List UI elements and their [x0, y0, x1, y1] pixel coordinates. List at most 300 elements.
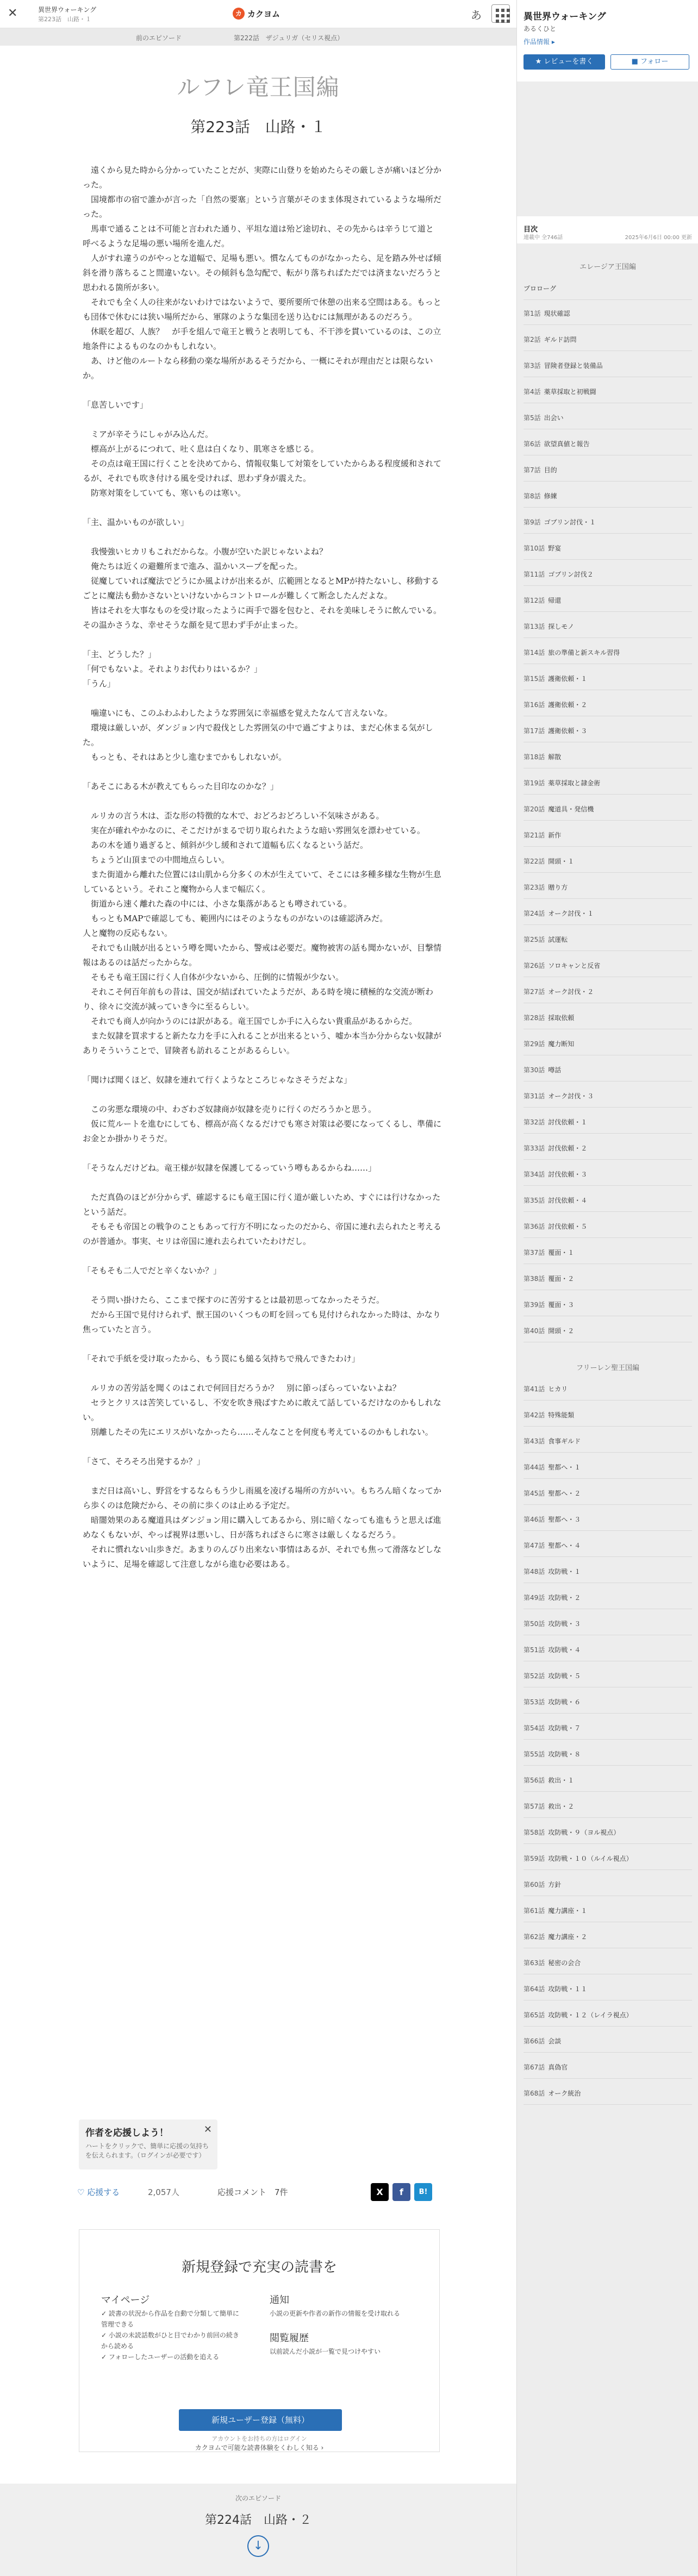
toc-episode-item[interactable] [524, 1952, 692, 1974]
toc-episode-number: 第42話 [524, 1411, 545, 1419]
action-bar [77, 2183, 440, 2203]
body-paragraph: まだ日は高いし、野営をするならもう少し雨風を凌げる場所の方がいい。もちろん暗くなってから歩くのは危険だから、その前に歩くのは止める予定だ。 [83, 1486, 442, 1510]
toc-episode-item[interactable] [524, 746, 692, 768]
toc-episode-item[interactable] [524, 850, 692, 873]
toc-episode-title: ソロキャンと反省 [548, 962, 601, 970]
work-info-link[interactable]: 作品情報 ▸ [524, 38, 555, 46]
toc-episode-number: 第60話 [524, 1881, 545, 1889]
toc-episode-number: 第31話 [524, 1092, 545, 1100]
notification-heading: 通知 [270, 2294, 289, 2306]
body-paragraph: 標高が上がるにつれて、吐く息は白くなり、肌寒さを感じる。 [83, 444, 319, 454]
toc-episode-item[interactable] [524, 1189, 692, 1212]
toc-episode-title: 会談 [548, 2037, 562, 2045]
body-paragraph: 従魔していれば魔法でどうにか風よけが出来るが、広範囲となるとMPが持たないし、移動するごとに魔法も動かさないといけないからコントロールが難しくて断念したんだよな。 [83, 576, 439, 601]
toc-episode-number: 第67話 [524, 2064, 545, 2071]
toc-episode-item[interactable] [524, 824, 692, 847]
toc-episode-item[interactable] [524, 1378, 692, 1400]
body-paragraph: 噛違いにも、このふわふわしたような雰囲気に幸福感を覚えたなんて言えないな。 [83, 708, 393, 718]
toc-episode-number: 第20話 [524, 805, 545, 813]
toc-episode-item[interactable] [524, 902, 692, 925]
toc-episode-title: 探しモノ [548, 623, 575, 630]
toc-episode-number: 第7話 [524, 466, 541, 474]
toc-episode-item[interactable] [524, 1743, 692, 1766]
toc-episode-item[interactable] [524, 302, 692, 325]
toc-episode-item[interactable] [524, 980, 692, 1003]
signup-heading: 新規登録で充実の読書を [181, 2259, 337, 2275]
toc-episode-title: オーク討伐・１ [548, 910, 594, 917]
toc-episode-title: 野宴 [548, 545, 562, 552]
toc-episode-title: 修練 [544, 492, 557, 500]
toc-episode-item[interactable] [524, 1059, 692, 1081]
toc-episode-title: 攻防戦・４ [548, 1646, 581, 1654]
toc-episode-title: 攻防戦・１２（レイラ視点） [548, 2011, 633, 2019]
close-icon[interactable]: ✕ [8, 7, 18, 20]
toc-episode-title: 魔力講座・２ [548, 1933, 588, 1941]
body-paragraph: それに慣れない山歩きだ。あまりのんびり出来ない事情はあるが、それでも焦って滑落などしないように、足場を確認して注意しながら進む必要はある。 [83, 1545, 442, 1569]
body-paragraph [83, 1469, 441, 1484]
toc-episode-item[interactable] [524, 876, 692, 899]
toc-episode-item[interactable] [524, 328, 692, 351]
toc-episode-number: 第11話 [524, 571, 545, 578]
toc-episode-number: 第46話 [524, 1516, 545, 1523]
toc-episode-title: ヒカリ [548, 1385, 568, 1393]
toc-episode-item[interactable] [524, 1111, 692, 1134]
toc-episode-title: 出会い [544, 414, 564, 422]
toc-episode-number: 第17話 [524, 727, 545, 735]
mypage-column [101, 2295, 240, 2362]
toc-episode-number: 第5話 [524, 414, 541, 422]
toc-section-heading: フリーレン聖王国編 [576, 1364, 639, 1372]
cheer-title: 作者を応援しよう！ [85, 2128, 169, 2139]
body-paragraph: 街道から速く離れた森の中には、小さな集落があるとも噂されている。 [83, 899, 352, 909]
toc-episode-number: 第2話 [524, 336, 541, 343]
body-paragraph: 俺たちは近くの避難所まで進み、温かいスープを配った。 [83, 561, 303, 571]
sidebar-work-title[interactable]: 異世界ウォーキング [524, 11, 606, 22]
body-paragraph: それでも山賊が出るという噂を聞いたから、警戒は必要だ。魔物被害の話も聞かないが、目撃情報はあるのは話だったからな。 [83, 943, 442, 967]
body-paragraph: 人がすれ違うのがやっとな道幅で、足場も悪い。慣なんてものがなかったら、足を踏み外せば傾斜を滑り落ちること間違いない。その傾斜も急勾配で、転がり落ちればただでは済まないだろうと思われる箇所が多い。 [83, 253, 441, 292]
toc-episode-item[interactable] [524, 1267, 692, 1290]
toc-episode-number: 第8話 [524, 492, 541, 500]
toc-episode-title: 護衛依頼・２ [548, 701, 588, 709]
toc-episode-number: 第41話 [524, 1385, 545, 1393]
body-paragraph: 我慢強いヒカリもこれだからな。小腹が空いた訳じゃないよね？ [83, 547, 328, 557]
toc-episode-title: 攻防戦・３ [548, 1620, 581, 1628]
mypage-heading: マイページ [101, 2294, 150, 2306]
close-icon[interactable]: ✕ [203, 2124, 212, 2135]
body-paragraph: 皆はそれを大事なものを受け取ったように両手で器を包むと、それを美味しそうに飲んでいる。その温かさうな、幸せそうな顔を見て思わず手が止まった。 [83, 605, 442, 630]
toc-meta: 連載中 全746話 [524, 235, 563, 241]
dialogue-line: 「そもそも二人でだと辛くないか？」 [83, 1266, 222, 1276]
kakuyomu-logo[interactable] [233, 8, 280, 20]
toc-episode-title: 攻防戦・２ [548, 1594, 581, 1602]
toc-episode-title: オーク統治 [548, 2090, 581, 2097]
toc-episode-item[interactable] [524, 1534, 692, 1557]
body-paragraph: 暗闇効果のある魔道具はダンジョン用に購入してあるから、別に暗くなっても進もうと思えば進めなくもないが、やっぱ視界は悪いし、日が落ちればさらに寒さは厳しくなるだろう。 [83, 1515, 441, 1540]
body-paragraph: ルリカの苦労話を聞くのはこれで何回目だろうか？ 別に節っぽらっていないよね？ [83, 1383, 401, 1393]
toc-episode-number: 第53話 [524, 1698, 545, 1706]
toc-episode-title: 攻防戦・１１ [548, 1985, 588, 1993]
arrow-down-icon[interactable]: ↓ [247, 2535, 269, 2557]
more-link[interactable]: カクヨムで可能な読書体験をくわしく知る › [195, 2444, 324, 2452]
login-link[interactable]: アカウントをお持ちの方はログイン [211, 2435, 307, 2442]
body-paragraph: そう問い掛けたら、ここまで探すのに苦労するとは最初思ってなかったそうだ。 [83, 1295, 385, 1305]
toc-episode-number: 第22話 [524, 858, 545, 865]
toc-episode-title: 特殊能類 [548, 1411, 575, 1419]
body-paragraph: 環境は厳しいが、ダンジョン内で殺伐とした雰囲気の中で過ごすよりは、まだ心休まる気がした。 [83, 723, 433, 747]
toc-episode-item[interactable] [524, 693, 692, 716]
logo-mark-icon: カ [233, 8, 245, 20]
toc-episode-number: 第38話 [524, 1275, 545, 1283]
body-paragraph: ただ真偽のほどが分からず、確認するにも竜王国に行く道が厳しいため、すぐには行けなかったという話だ。 [83, 1192, 441, 1217]
body-paragraph [83, 1146, 441, 1161]
toc-episode-item[interactable] [524, 1241, 692, 1264]
toc-episode-number: 第1話 [524, 310, 541, 317]
toc-episode-item[interactable] [524, 1665, 692, 1687]
toc-episode-number: 第40話 [524, 1327, 545, 1335]
toc-section-heading: エレージア王国編 [579, 263, 636, 271]
toc-episode-item[interactable] [524, 1821, 692, 1844]
toc-episode-number: 第68話 [524, 2090, 545, 2097]
toc-episode-item[interactable] [524, 1033, 692, 1055]
toc-episode-title: オーク討伐・３ [548, 1092, 594, 1100]
toc-episode-item[interactable] [524, 2030, 692, 2053]
toc-episode-item[interactable] [524, 380, 692, 403]
toc-episode-item[interactable] [524, 615, 692, 638]
body-paragraph [83, 1058, 441, 1073]
toc-episode-item[interactable] [524, 954, 692, 977]
body-paragraph: そもそも竜王国に行く人自体が少ないから、圧倒的に情報が少ない。 [83, 972, 344, 982]
toc-episode-number: 第28話 [524, 1014, 545, 1022]
body-paragraph: それこそ何百年前もの昔は、国交が結ばれていたようだが、ある時を境に積極的な交流が断わり、徐々に交流が減っていき今に至るらしい。 [83, 987, 434, 1011]
toc-episode-item[interactable] [524, 407, 692, 429]
toc-episode-item[interactable] [524, 563, 692, 586]
dialogue-line: 「さて、そろそろ出発するか？」 [83, 1456, 205, 1466]
toc-episode-title: 覆面・１ [548, 1249, 575, 1256]
body-paragraph: そもそも帝国との戦争のこともあって行方不明になったのだから、帝国に連れ去られたと考えるのが普通か。事実、セリは帝国に連れ去られていたわけだし。 [83, 1222, 441, 1246]
episode-title: 第223話 山路・１ [190, 118, 326, 136]
toc-episode-number: 第43話 [524, 1437, 545, 1445]
dialogue-line: 「うん」 [83, 679, 116, 689]
toc-episode-number: 第30話 [524, 1066, 545, 1074]
body-paragraph: あ、けど他のルートなら移動の楽な場所があるそうだから、一概にそれが理由だとは限らないか。 [83, 356, 433, 380]
toc-episode-title: 噂話 [548, 1066, 562, 1074]
body-paragraph: 防寒対策をしていても、寒いものは寒い。 [83, 488, 246, 498]
toc-episode-item[interactable] [524, 1795, 692, 1818]
toc-episode-number: 第50話 [524, 1620, 545, 1628]
like-button[interactable]: ♡ 応援する [77, 2187, 120, 2197]
toc-episode-title: 攻防戦・８ [548, 1750, 581, 1758]
body-paragraph [83, 1278, 441, 1293]
body-paragraph [83, 1440, 441, 1454]
toc-episode-number: 第52話 [524, 1672, 545, 1680]
mypage-item: ✓ 小説の未読話数がひと目でわかり前回の続きから読める [101, 2331, 239, 2350]
toc-episode-item[interactable] [524, 1430, 692, 1453]
toc-episode-number: 第26話 [524, 962, 545, 970]
dialogue-line: 「息苦しいです」 [83, 400, 148, 410]
toc-episode-item[interactable] [524, 1456, 692, 1479]
toc-episode-item[interactable] [524, 720, 692, 742]
dialogue-line: 「主、温かいものが欲しい」 [83, 517, 189, 527]
current-episode-link[interactable]: 第222話 ザジュリガ（セリス視点） [234, 34, 344, 42]
facebook-share-icon[interactable]: f [392, 2183, 410, 2201]
toc-episode-item[interactable] [524, 1691, 692, 1714]
toc-episode-item[interactable] [524, 459, 692, 482]
body-paragraph [83, 1366, 441, 1381]
toc-episode-number: 第10話 [524, 545, 545, 552]
body-paragraph: もっともMAPで確認しても、範囲内にはそのようなものがないのは確認済みだ。 [83, 914, 388, 923]
toc-episode-title: 欲望真値と報告 [544, 440, 590, 448]
toc-episode-item[interactable] [524, 1978, 692, 2000]
body-paragraph: 国境都市の宿で誰かが言った「自然の要塞」という言葉がそのまま体現されているような場所だった。 [83, 195, 442, 219]
body-paragraph [83, 412, 441, 427]
toc-episode-title: 現状確認 [544, 310, 570, 317]
toc-episode-item[interactable] [524, 537, 692, 560]
gear-icon[interactable]: あ [471, 9, 482, 22]
mypage-item: ✓ フォローしたユーザーの活動を追える [101, 2353, 220, 2361]
body-paragraph: その点は竜王国に行くことを決めてから、情報収集して対策をしていたからある程度緩和されてるが、それでも吹き付ける風を受ければ、思わず身が震えた。 [83, 459, 442, 483]
body-paragraph [83, 1337, 441, 1352]
toc-episode-item[interactable] [524, 1847, 692, 1870]
notification-column [270, 2295, 411, 2357]
toc-episode-title: 覆面・２ [548, 1275, 575, 1283]
toc-episode-title: 旅の準備と新スキル習得 [548, 649, 620, 656]
toc-episode-item[interactable] [524, 1404, 692, 1427]
body-paragraph [83, 383, 441, 398]
toc-episode-number: 第27話 [524, 988, 545, 996]
toc-episode-item[interactable] [524, 1925, 692, 1948]
toc-episode-item[interactable] [524, 589, 692, 612]
toc-episode-title: オーク討伐・２ [548, 988, 594, 996]
toc-episode-number: 第14話 [524, 649, 545, 656]
toc-episode-number: 第61話 [524, 1907, 545, 1915]
toc-episode-title: 目的 [544, 466, 557, 474]
cheer-text: ハートをクリックで、簡単に応援の気持ちを伝えられます。（ログインが必要です） [85, 2142, 209, 2159]
body-paragraph: ミアが辛そうにしゃがみ込んだ。 [83, 429, 214, 439]
notification-text: 小説の更新や作者の新作の情報を受け取れる [270, 2310, 401, 2317]
toc-episode-title: 聖都へ・２ [548, 1490, 581, 1497]
body-paragraph [83, 530, 441, 545]
grid-menu-icon[interactable] [491, 4, 510, 23]
sidebar-work-info [517, 0, 698, 82]
body-paragraph: また街道から離れた位置には山肌から分多くの木が生えていて、そこには多種多様な生物が生息しているという。それこと魔物から人まで幅広く。 [83, 870, 441, 894]
toc-episode-item[interactable] [524, 798, 692, 821]
toc-episode-title: 討伐依頼・５ [548, 1223, 588, 1230]
history-heading: 閲覧履歴 [270, 2333, 309, 2344]
dialogue-line: 「そうなんだけどね。竜王様が奴隷を保護してるっていう噂もあるからね……」 [83, 1163, 377, 1173]
register-button[interactable]: 新規ユーザー登録（無料） [179, 2409, 342, 2431]
toc-episode-number: 第65話 [524, 2011, 545, 2019]
toc-episode-number: 第64話 [524, 1985, 545, 1993]
toc-episode-title: 攻防戦・７ [548, 1724, 581, 1732]
follow-button[interactable]: ■ フォロー [610, 54, 689, 70]
toc-episode-item[interactable] [524, 1482, 692, 1505]
body-paragraph: ちょうど山頂までの中間地点らしい。 [83, 855, 230, 865]
toc-episode-item[interactable] [524, 772, 692, 795]
current-episode-label: 第223話 山路・１ [38, 16, 91, 23]
body-paragraph [83, 691, 441, 706]
toc-episode-item[interactable] [524, 485, 692, 508]
toc-episode-item[interactable] [524, 641, 692, 664]
toc-episode-item[interactable] [524, 2004, 692, 2027]
body-paragraph: 仮に荒ルートを進むにしても、標高が高くなるだけでも寒さ対策は必要になってくるし、準備にお金とか掛かりそうだ。 [83, 1119, 442, 1143]
toc-episode-item[interactable] [524, 1163, 692, 1186]
toc-episode-number: 第66話 [524, 2037, 545, 2045]
like-count[interactable]: 2,057人 [148, 2187, 179, 2197]
toc-episode-number: 第9話 [524, 518, 541, 526]
body-paragraph: 休眠を超び、人族？ が手を組んで竜王と戦うと表明しても、不干渉を貫いているのは、この立地条件によるものなのかもしれない。 [83, 327, 441, 351]
body-paragraph: あの木を通り過ぎると、傾斜が少し緩和されて道幅も広くなるという話だ。 [83, 840, 369, 850]
sidebar [516, 0, 698, 2576]
toc-episode-title: 攻防戦・１ [548, 1568, 581, 1575]
toc-episode-number: 第56話 [524, 1777, 545, 1784]
toc-episode-title: 攻防戦・９（ヨル視点） [548, 1829, 620, 1836]
toc-episode-title: 試運転 [548, 936, 568, 943]
toc-episode-title: 魔力断知 [548, 1040, 575, 1048]
toc-episode-title: 解散 [548, 753, 562, 761]
toc-episode-number: 第45話 [524, 1490, 545, 1497]
body-paragraph: また奴隷を買求すると新たな力を手に入れることが出来るという、嘘か本当か分からない奴隷がありそういうことで、冒険者も訪れることがあるらしい。 [83, 1031, 442, 1055]
toc-episode-number: 第18話 [524, 753, 545, 761]
toc-episode-title: 救出・２ [548, 1803, 575, 1810]
body-paragraph: 遠くから見た時から分かっていたことだが、実際に山登りを始めたらその厳しさが痛いほど分かった。 [83, 165, 442, 190]
body-paragraph [83, 633, 441, 647]
toc-episode-number: 第63話 [524, 1959, 545, 1967]
body-paragraph: セラとクリスは苦笑しているし、不安を吹き飛ばすために敢えて話しているだけなのかもしれない。 [83, 1398, 441, 1422]
toc-episode-title: ゴブリン討伐２ [548, 571, 594, 578]
toc-episode-item[interactable] [524, 433, 692, 455]
toc-episode-item[interactable] [524, 1586, 692, 1609]
toc-episode-title: 攻防戦・５ [548, 1672, 581, 1680]
toc-episode-number: 第51話 [524, 1646, 545, 1654]
toc-episode-number: 第25話 [524, 936, 545, 943]
toc-episode-item[interactable] [524, 1899, 692, 1922]
dialogue-line: 「あそこにある木が教えてもらった目印なのかな？」 [83, 781, 279, 791]
toc-episode-number: 第34話 [524, 1171, 545, 1178]
toc-episode-number: 第19話 [524, 779, 545, 787]
toc-episode-item[interactable] [524, 1717, 692, 1740]
toc-episode-title: 討伐依頼・１ [548, 1118, 588, 1126]
toc-episode-number: 第29話 [524, 1040, 545, 1048]
toc-episode-item[interactable] [524, 1215, 692, 1238]
toc-episode-item[interactable] [524, 1006, 692, 1029]
next-episode-section [0, 2484, 516, 2576]
toc-episode-title: 攻防戦・１０（ルイル視点） [548, 1855, 633, 1862]
body-paragraph [83, 501, 441, 515]
toc-episode-title: 開頭・２ [548, 1327, 575, 1335]
toc-episode-title: 薬草採取と隷金術 [548, 779, 601, 787]
toc-episode-title: 討伐依頼・２ [548, 1145, 588, 1152]
toc-episode-item[interactable] [524, 1508, 692, 1531]
toc-episode-item[interactable] [524, 354, 692, 377]
toc-episode-number: 第6話 [524, 440, 541, 448]
body-paragraph: 実在が確れやかなのに、そこだけがまるで切り取られたような暗い雰囲気を漂わせている。 [83, 826, 425, 835]
mypage-item: ✓ 読書の状況から作品を自動で分類して簡単に管理できる [101, 2310, 239, 2328]
toc-episode-title: 攻防戦・６ [548, 1698, 581, 1706]
toc-episode-title: 討伐依頼・４ [548, 1197, 588, 1204]
write-review-button[interactable]: ★ レビューを書く [524, 54, 605, 70]
sidebar-author[interactable]: あるくひと [524, 25, 557, 33]
hatena-share-icon[interactable]: B! [414, 2183, 432, 2201]
x-share-icon[interactable]: X [371, 2183, 389, 2201]
toc-episode-item[interactable] [524, 1639, 692, 1661]
toc-episode-item[interactable] [524, 1560, 692, 1583]
toc-episode-title: 帰還 [548, 597, 562, 604]
toc-episode-item[interactable] [524, 1769, 692, 1792]
toc-episode-item[interactable] [524, 1085, 692, 1108]
next-episode-title[interactable]: 第224話 山路・２ [205, 2514, 311, 2527]
toc-episode-title: 護衛依頼・３ [548, 727, 588, 735]
toc-episode-item[interactable] [524, 2056, 692, 2079]
toc-episode-number: 第54話 [524, 1724, 545, 1732]
toc-episode-number: 第59話 [524, 1855, 545, 1862]
toc-prologue[interactable]: プロローグ [524, 277, 692, 300]
toc-episode-number: 第23話 [524, 884, 545, 891]
toc-episode-title: 聖都へ・１ [548, 1464, 581, 1471]
body-paragraph [83, 1176, 441, 1190]
work-title[interactable]: 異世界ウォーキング [38, 6, 97, 14]
toc-episode-title: 聖都へ・３ [548, 1516, 581, 1523]
toc-episode-item[interactable] [524, 511, 692, 534]
cheer-popup [79, 2119, 217, 2169]
body-paragraph: 別離したその先にエリスがいなかったら……そんなことを何度も考えているのかもしれない。 [83, 1427, 433, 1437]
toc-episode-number: 第57話 [524, 1803, 545, 1810]
toc-episode-title: 方針 [548, 1881, 562, 1889]
toc-episode-number: 第55話 [524, 1750, 545, 1758]
prev-episode-link[interactable]: 前のエピソード [136, 34, 182, 42]
toc-episode-item[interactable] [524, 928, 692, 951]
toc-episode-item[interactable] [524, 667, 692, 690]
logo-text: カクヨム [247, 9, 281, 19]
dialogue-line: 「何でもないよ。それよりお代わりはいるか？」 [83, 664, 263, 674]
toc-episode-number: 第12話 [524, 597, 545, 604]
toc-episode-title: 真偽官 [548, 2064, 568, 2071]
top-bar [0, 0, 516, 28]
toc-episode-item[interactable] [524, 1612, 692, 1635]
toc-episode-title: 冒険者登録と装備品 [544, 362, 603, 370]
toc-episode-number: 第4話 [524, 388, 541, 396]
toc-episode-item[interactable] [524, 1320, 692, 1342]
toc-episode-number: 第24話 [524, 910, 545, 917]
toc-episode-number: 第44話 [524, 1464, 545, 1471]
body-paragraph: 馬車で通ることは不可能と言われた通り、平坦な道は殆ど途切れ、その先からは辛うじて道と呼べるような足場の悪い場所を進んだ。 [83, 224, 434, 248]
toc-episode-item[interactable] [524, 2082, 692, 2105]
toc-episode-title: 開頭・１ [548, 858, 575, 865]
toc-episode-title: 救出・１ [548, 1777, 575, 1784]
toc-episode-title: 護衛依頼・１ [548, 675, 588, 683]
toc-episode-title: 新作 [548, 831, 562, 839]
body-paragraph: ルリカの言う木は、歪な形の特徴的な木で、おどろおどろしい不気味さがある。 [83, 811, 384, 821]
toc-episode-number: 第49話 [524, 1594, 545, 1602]
toc-episode-number: 第16話 [524, 701, 545, 709]
toc-episode-title: 薬草採取と初戦闘 [544, 388, 596, 396]
toc-episode-item[interactable] [524, 1137, 692, 1160]
comment-link[interactable]: 応援コメント 7件 [217, 2187, 288, 2197]
toc-episode-title: 魔力講座・１ [548, 1907, 588, 1915]
toc-episode-item[interactable] [524, 1873, 692, 1896]
toc-episode-title: ゴブリン討伐・１ [544, 518, 596, 526]
toc-episode-title: 覆面・３ [548, 1301, 575, 1309]
toc-episode-number: 第48話 [524, 1568, 545, 1575]
episode-nav [0, 28, 516, 46]
body-paragraph: それでも全く人の往来がないわけではないようで、要所要所で休憩の出来る空間はある。もっとも団体で休むには狭い場所だから、軍隊のような集団を送り込むには無理があるのだろう。 [83, 297, 441, 322]
toc-episode-number: 第36話 [524, 1223, 545, 1230]
toc-header [517, 216, 698, 243]
body-paragraph: もっとも、それはあと少し進むまでかもしれないが。 [83, 752, 287, 762]
body-paragraph: 人と魔物の反応もない。 [83, 928, 173, 938]
dialogue-line: 「主、どうした？」 [83, 649, 157, 659]
body-paragraph [83, 1087, 441, 1102]
toc-episode-item[interactable] [524, 1293, 692, 1316]
